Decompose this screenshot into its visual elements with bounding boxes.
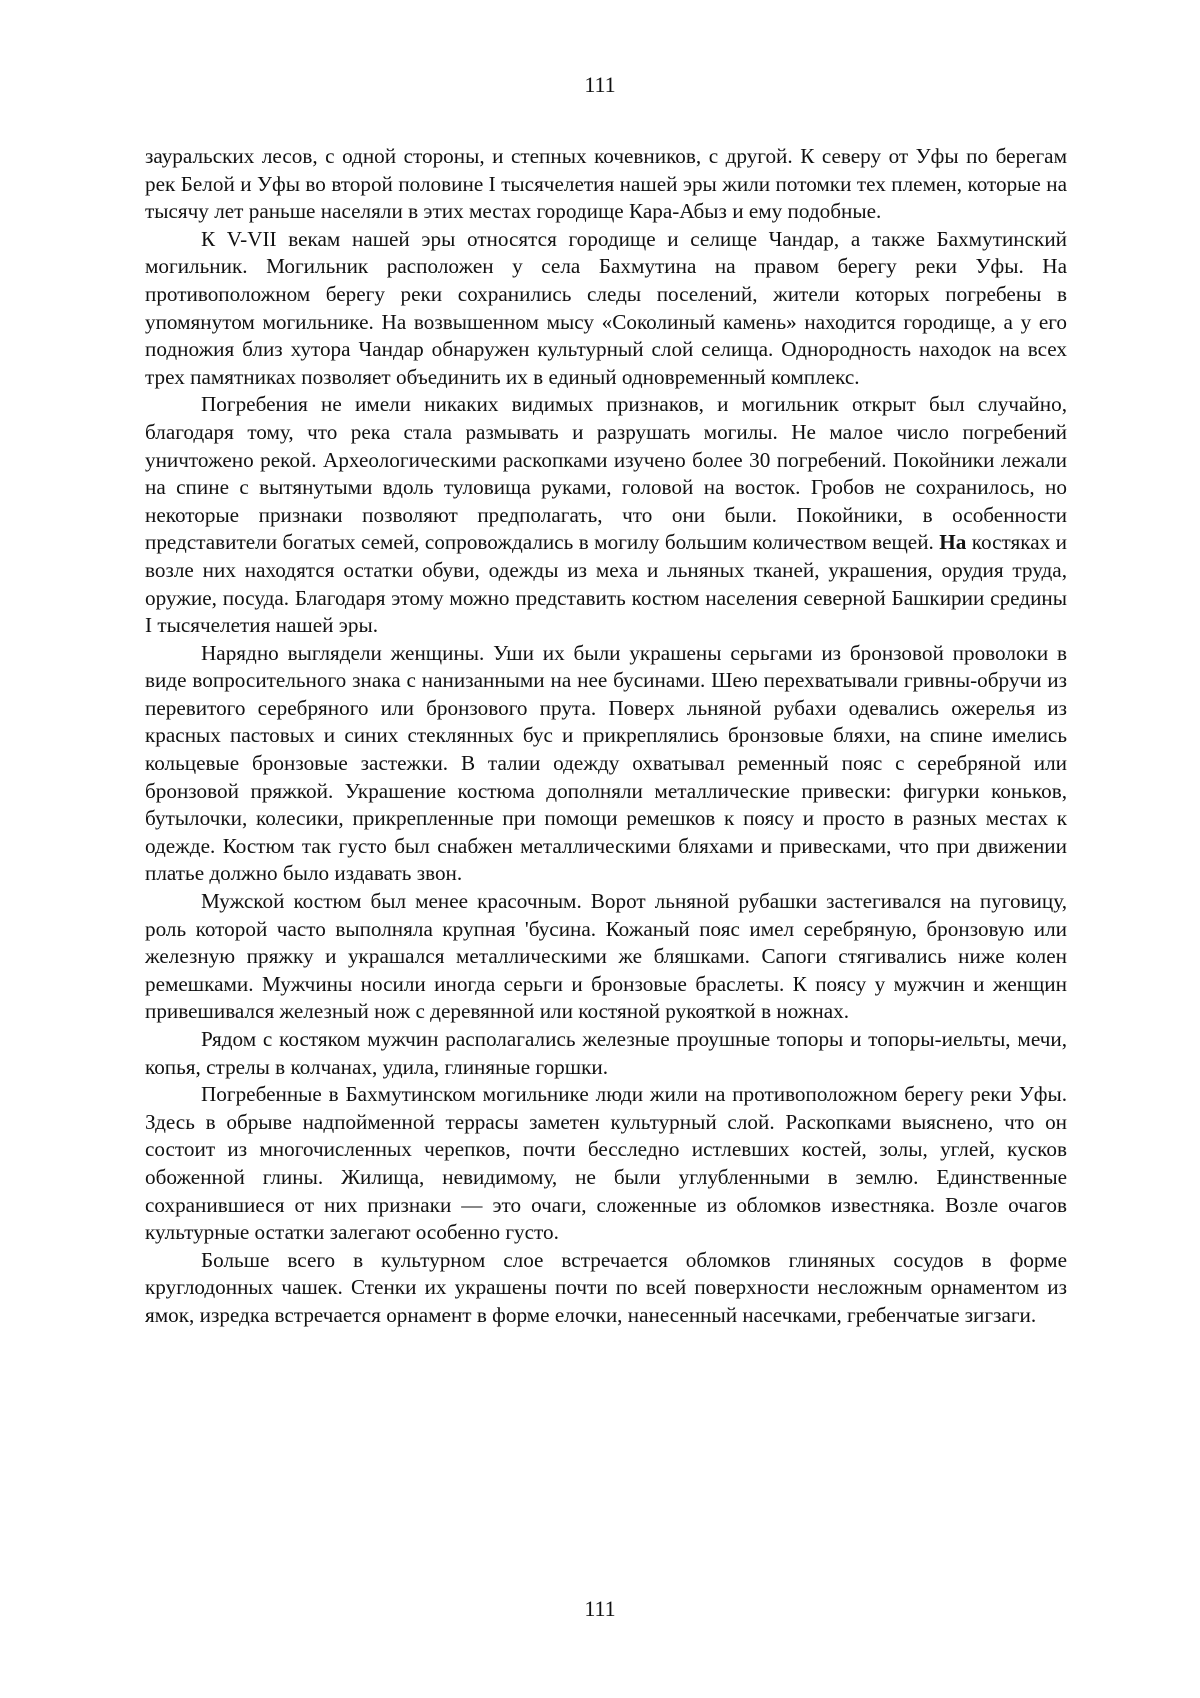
paragraph-3-text-before: Погребения не имели никаких видимых признаков, и могильник открыт был случайно, благодаря тому, что река стала размывать и разрушать могилы. Не малое число погребений уничтожено рекой. Археологическими раскопками изучено более 30 погребений. Покойники лежали на спине с вытянутыми вдоль туловища руками, головой на восток. Гробов не сохранилось, но некоторые признаки позволяют предполагать, что они были. Покойники, в особенности представители богатых семей, сопровождались в могилу большим количеством вещей. [145, 392, 1067, 555]
paragraph-3-bold-word: На [939, 530, 967, 555]
document-body [145, 143, 1067, 1330]
page-number-top: 111 [584, 72, 616, 97]
paragraph-1: зауральских лесов, с одной стороны, и степных кочевников, с другой. К северу от Уфы по берегам рек Белой и Уфы во второй половине I тысячелетия нашей эры жили потомки тех племен, которые на тысячу лет раньше населяли в этих местах городище Кара-Абыз и ему подобные. [145, 144, 1067, 224]
paragraph-4: Нарядно выглядели женщины. Уши их были украшены серьгами из бронзовой проволоки в виде вопросительного знака с нанизанными на нее бусинами. Шею перехватывали гривны-обручи из перевитого серебряного или бронзового прута. Поверх льняной рубахи одевались ожерелья из красных пастовых и синих стеклянных бус и прикреплялись бронзовые бляхи, на спине имелись кольцевые бронзовые застежки. В талии одежду охватывал ременный пояс с серебряной или бронзовой пряжкой. Украшение костюма дополняли металлические привески: фигурки коньков, бутылочки, колесики, прикрепленные при помощи ремешков к поясу и просто в разных местах к одежде. Костюм так густо был снабжен металлическими бляхами и привесками, что при движении платье должно было издавать звон. [145, 640, 1067, 886]
paragraph-3-text-after: костяках и возле них находятся остатки обуви, одежды из меха и льняных тканей, украшения, орудия труда, оружие, посуда. Благодаря этому можно представить костюм населения северной Башкирии средины I тысячелетия нашей эры. [145, 530, 1067, 638]
page-number-bottom: 111 [584, 1596, 616, 1621]
paragraph-6: Рядом с костяком мужчин располагались железные проушные топоры и топоры-иельты, мечи, копья, стрелы в колчанах, удила, глиняные горшки. [145, 1027, 1067, 1079]
paragraph-2: К V-VII векам нашей эры относятся городище и селище Чандар, а также Бахмутинский могильник. Могильник расположен у села Бахмутина на правом берегу реки Уфы. На противоположном берегу реки сохранились следы поселений, жители которых погребены в упомянутом могильнике. На возвышенном мысу «Соколиный камень» находится городище, а у его подножия близ хутора Чандар обнаружен культурный слой селища. Однородность находок на всех трех памятниках позволяет объединить их в единый одновременный комплекс. [145, 226, 1067, 389]
paragraph-5: Мужской костюм был менее красочным. Ворот льняной рубашки застегивался на пуговицу, роль которой часто выполняла крупная 'бусина. Кожаный пояс имел серебряную, бронзовую или железную пряжку и украшался металлическими же бляшками. Сапоги стягивались ниже колен ремешками. Мужчины носили иногда серьги и бронзовые браслеты. К поясу у мужчин и женщин привешивался железный нож с деревянной или костяной рукояткой в ножнах. [145, 889, 1067, 1024]
paragraph-7: Погребенные в Бахмутинском могильнике люди жили на противоположном берегу реки Уфы. Здесь в обрыве надпойменной террасы заметен культурный слой. Раскопками выяснено, что он состоит из многочисленных черепков, почти бесследно истлевших костей, золы, углей, кусков обоженной глины. Жилища, невидимому, не были углубленными в землю. Единственные сохранившиеся от них признаки — это очаги, сложенные из обломков известняка. Возле очагов культурные остатки залегают особенно густо. [145, 1082, 1067, 1245]
paragraph-3 [145, 391, 1067, 639]
paragraph-8: Больше всего в культурном слое встречается обломков глиняных сосудов в форме круглодонных чашек. Стенки их украшены почти по всей поверхности несложным орнаментом из ямок, изредка встречается орнамент в форме елочки, нанесенный насечками, гребенчатые зигзаги. [145, 1247, 1067, 1327]
